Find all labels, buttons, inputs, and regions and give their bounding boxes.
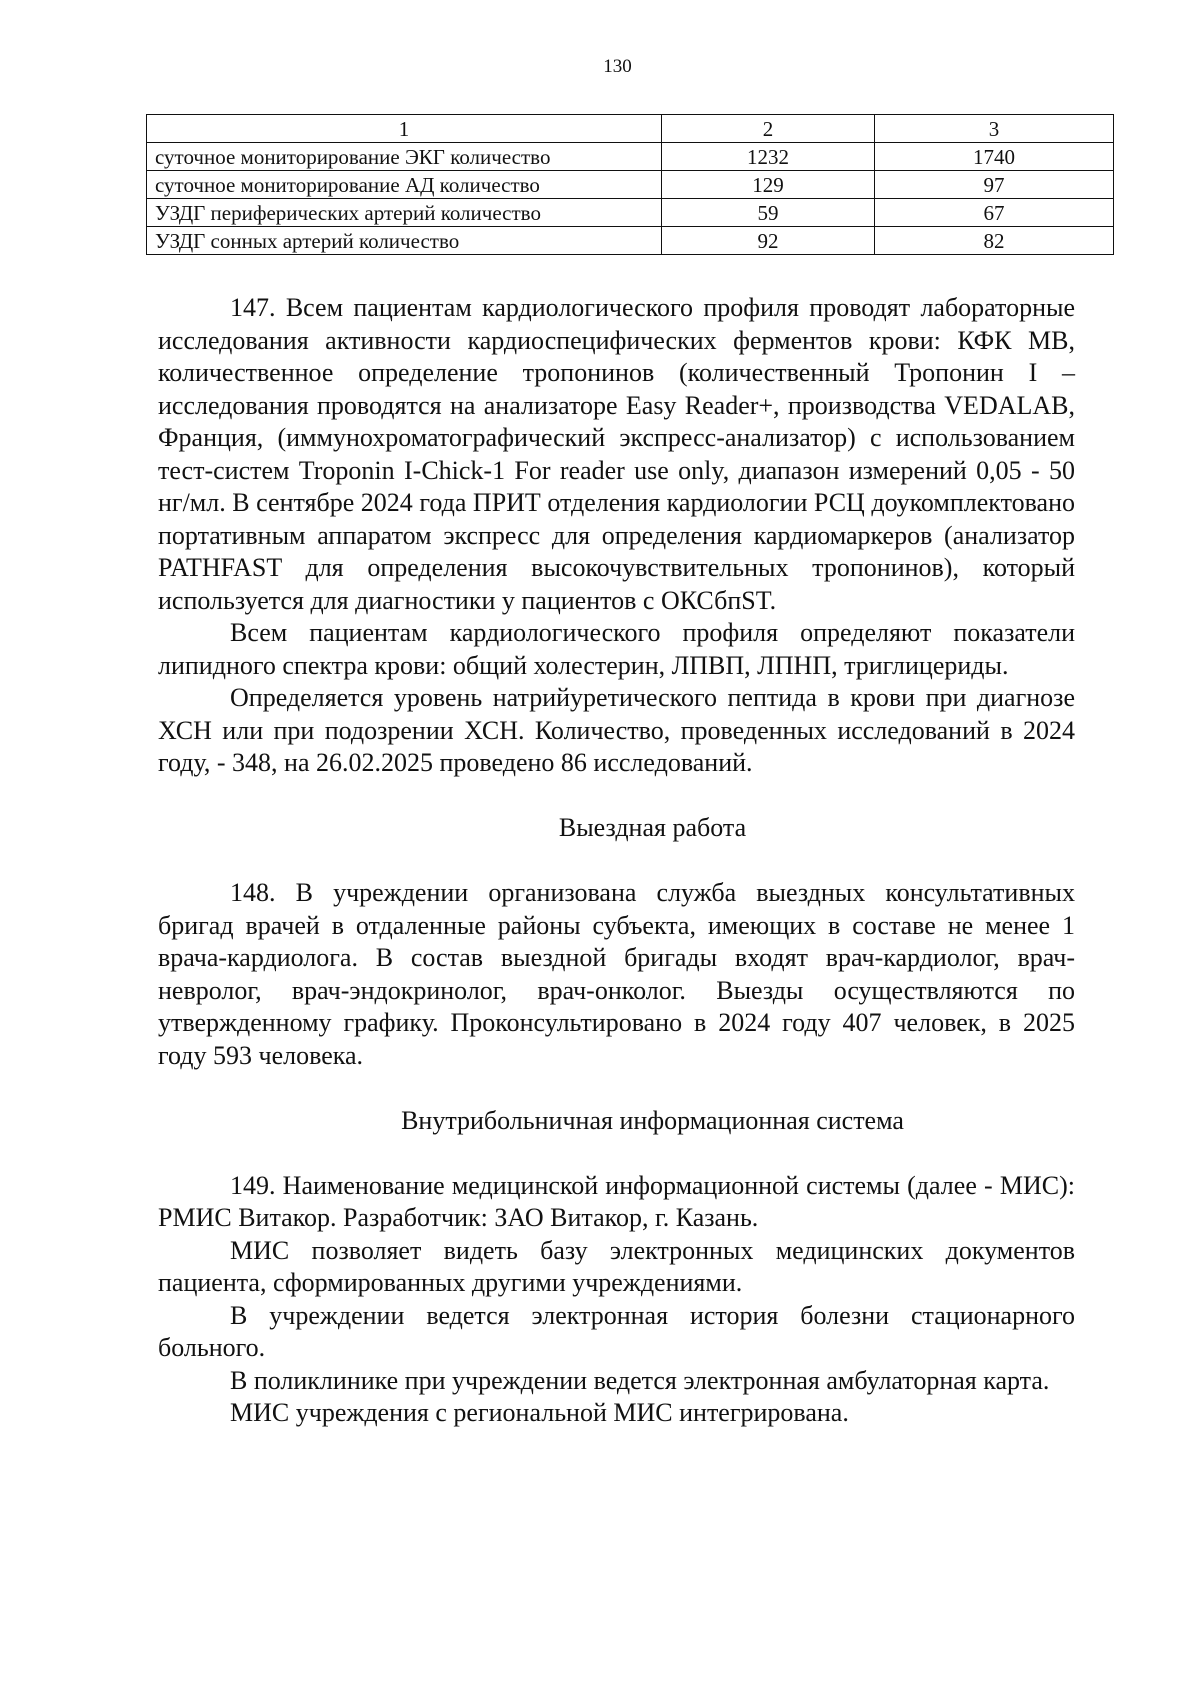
paragraph-ambulatory-card: В поликлинике при учреждении ведется электронная амбулаторная карта. xyxy=(230,1365,1050,1395)
table-cell-value: 1232 xyxy=(662,143,875,171)
table-cell-value: 59 xyxy=(662,199,875,227)
section-heading-outreach: Выездная работа xyxy=(558,813,747,842)
table-row xyxy=(147,199,1114,227)
table-row xyxy=(147,227,1114,255)
paragraph-lipid-spectrum: Всем пациентам кардиологического профиля определяют показатели липидного спектра крови: общий холестерин, ЛПВП, ЛПНП, триглицериды. xyxy=(158,618,1075,680)
statistics-table xyxy=(146,114,1114,255)
table-cell-value: 67 xyxy=(875,199,1114,227)
spacer xyxy=(158,780,1075,813)
paragraph-electronic-history: В учреждении ведется электронная история болезни стационарного больного. xyxy=(158,1300,1075,1362)
table-cell-label: суточное мониторирование АД количество xyxy=(147,171,662,199)
table-row xyxy=(147,171,1114,199)
document-body xyxy=(158,292,1075,1430)
paragraph-mis-documents: МИС позволяет видеть базу электронных медицинских документов пациента, сформированных другими учреждениями. xyxy=(158,1235,1075,1297)
page-number: 130 xyxy=(603,56,632,77)
section-heading-information-system: Внутрибольничная информационная система xyxy=(401,1105,904,1135)
table-header-row xyxy=(147,115,1114,143)
paragraph-natriuretic-peptide: Определяется уровень натрийуретического пептида в крови при диагнозе ХСН или при подозрении ХСН. Количество, проведенных исследований в 2024 году, - 348, на 26.02.2025 проведено 86 исследований. xyxy=(158,683,1075,777)
paragraph-148: 148. В учреждении организована служба выездных консультативных бригад врачей в отдаленные районы субъекта, имеющих в составе не менее 1 врача-кардиолога. В состав выездной бригады входят врач-кардиолог, врач-невролог, врач-эндокринолог, врач-онколог. Выезды осуществляются по утвержденному графику. Проконсультировано в 2024 году 407 человек, в 2025 году 593 человека. xyxy=(158,878,1075,1070)
table-cell-label: УЗДГ периферических артерий количество xyxy=(147,199,662,227)
table-header-cell: 2 xyxy=(662,115,875,143)
table-cell-label: УЗДГ сонных артерий количество xyxy=(147,227,662,255)
table-header-cell: 1 xyxy=(147,115,662,143)
spacer xyxy=(158,845,1075,878)
paragraph-mis-integration: МИС учреждения с региональной МИС интегрирована. xyxy=(230,1398,849,1427)
spacer xyxy=(158,1072,1075,1105)
table-cell-value: 82 xyxy=(875,227,1114,255)
table-header-cell: 3 xyxy=(875,115,1114,143)
table-cell-value: 129 xyxy=(662,171,875,199)
table-cell-label: суточное мониторирование ЭКГ количество xyxy=(147,143,662,171)
table-row xyxy=(147,143,1114,171)
table-cell-value: 1740 xyxy=(875,143,1114,171)
paragraph-149: 149. Наименование медицинской информационной системы (далее - МИС): РМИС Витакор. Разработчик: ЗАО Витакор, г. Казань. xyxy=(158,1170,1075,1232)
spacer xyxy=(158,1137,1075,1170)
paragraph-147: 147. Всем пациентам кардиологического профиля проводят лабораторные исследования активности кардиоспецифических ферментов крови: КФК МВ, количественное определение тропонинов (количественный Тропонин I – исследования проводятся на анализаторе Easy Reader+, производства VEDALAB, Франция, (иммунохроматографический экспресс-анализатор) с использованием тест-систем Troponin I-Chick-1 For reader use only, диапазон измерений 0,05 - 50 нг/мл. В сентябре 2024 года ПРИТ отделения кардиологии РСЦ доукомплектовано портативным аппаратом экспресс для определения кардиомаркеров (анализатор PATHFAST для определения высокочувствительных тропонинов), который используется для диагностики у пациентов с ОКСбпST. xyxy=(158,293,1075,615)
table-cell-value: 97 xyxy=(875,171,1114,199)
table-cell-value: 92 xyxy=(662,227,875,255)
